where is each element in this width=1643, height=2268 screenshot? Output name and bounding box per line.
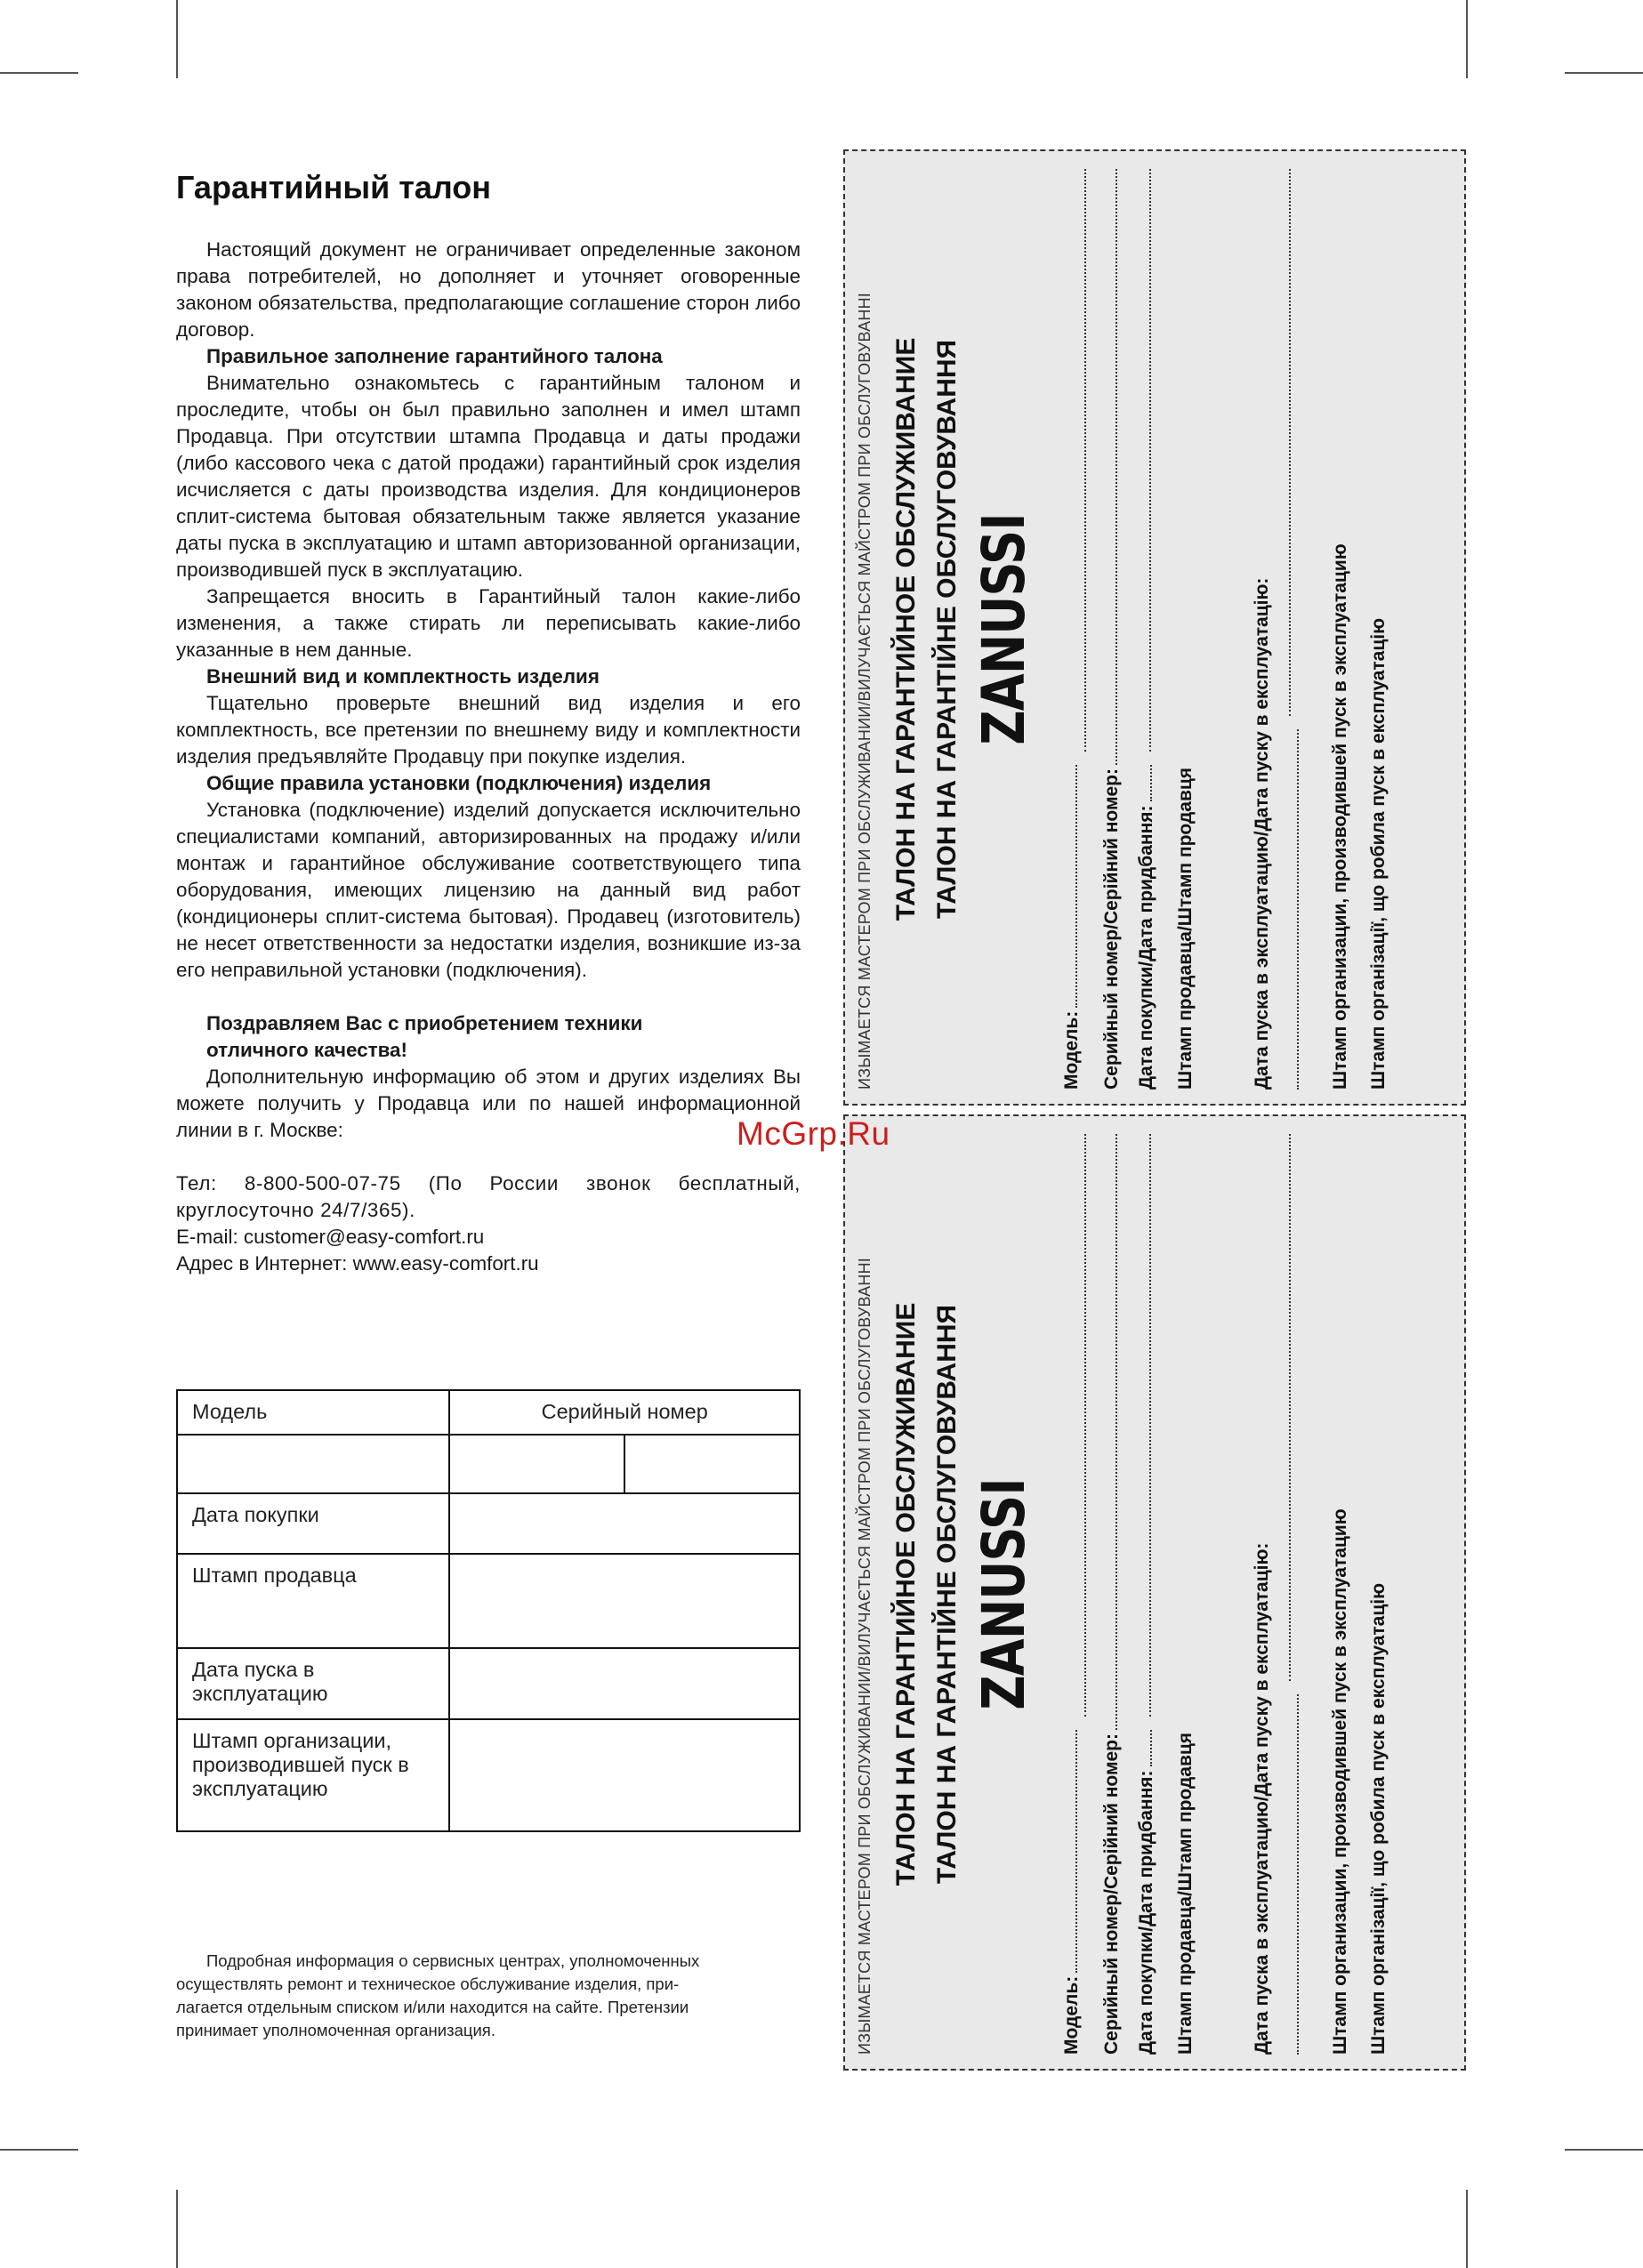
contact-web: Адрес в Интернет: www.easy-comfort.ru: [176, 1252, 539, 1275]
section-title: Общие правила установки (подключения) изделия: [206, 772, 712, 794]
brand-logo: ZANUSSI: [970, 1478, 1038, 1710]
coupon-title-ru: ТАЛОН НА ГАРАНТИЙНОЕ ОБСЛУЖИВАНИЕ: [891, 337, 921, 921]
warranty-text-column: [176, 169, 801, 1277]
cell-model-label: Модель: [177, 1390, 449, 1435]
cell-launch-date-value[interactable]: [449, 1648, 800, 1719]
cell-seller-stamp-label: Штамп продавца: [177, 1554, 449, 1648]
crop-mark: [176, 2190, 178, 2268]
cell-org-stamp-value[interactable]: [449, 1719, 800, 1831]
coupon-field-label: Дата покупки/Дата придбання:: [1136, 805, 1156, 1090]
coupon-field-serial[interactable]: [1101, 169, 1123, 1090]
section-paragraph: Внимательно ознакомьтесь с гарантийным талоном и проследите, чтобы он был правильно заполнен и имел штамп Продавца. При отсутствии штампа Продавца и даты продажи (либо кассового чека с датой продажи) гарантийный срок изделия исчисляется с даты производства изделия. Для кондиционеров сплит-система бытовая обязательным также является указание даты пуска в эксплуатацию и штамп авторизованной организации, производившей пуск в эксплуатацию.: [176, 372, 801, 581]
coupon-field-dots: [1083, 1134, 1086, 1717]
congrats-line: Поздравляем Вас с приобретением техники: [206, 1012, 643, 1034]
coupon-field-label: Штамп організації, що робила пуск в експлуатацію: [1368, 617, 1389, 1090]
coupon-field-dots: [1083, 169, 1086, 752]
coupon-field-label: Штамп організації, що робила пуск в експлуатацію: [1368, 1582, 1389, 2055]
coupon-field-org-ua[interactable]: [1368, 169, 1389, 1090]
crop-mark: [1565, 72, 1643, 74]
intro-paragraph: Настоящий документ не ограничивает определенные законом права потребителей, но дополняет и уточняет оговоренные законом обязательства, предполагающие соглашение сторон либо договор.: [176, 238, 801, 341]
section-paragraph: Тщательно проверьте внешний вид изделия и его комплектность, все претензии по внешнему виду и комплектности изделия предъявляйте Продавцу при покупке изделия.: [176, 692, 801, 768]
cell-purchase-date-value[interactable]: [449, 1493, 800, 1554]
crop-mark: [0, 2149, 78, 2151]
crop-mark: [0, 72, 78, 74]
coupon-field-serial[interactable]: [1101, 1134, 1123, 2055]
coupon-field-label: Штамп продавца/Штамп продавця: [1175, 767, 1196, 1090]
cell-serial-label: Серийный номер: [449, 1390, 800, 1435]
coupon-field-org-ua[interactable]: [1368, 1134, 1389, 2055]
footnote-line: Подробная информация о сервисных центрах, уполномоченных: [206, 1951, 700, 1970]
crop-mark: [1466, 0, 1468, 78]
coupon-title-ru: ТАЛОН НА ГАРАНТИЙНОЕ ОБСЛУЖИВАНИЕ: [891, 1302, 921, 1886]
footnote-line: принимает уполномоченная организация.: [176, 2021, 495, 2039]
footnote-line: осуществлять ремонт и техническое обслуживание изделия, при-: [176, 1974, 680, 1993]
coupon-field-label: Штамп организации, производившей пуск в эксплуатацию: [1330, 1508, 1350, 2055]
coupon-field-date[interactable]: [1136, 1730, 1157, 2055]
brand-logo: ZANUSSI: [970, 513, 1038, 745]
coupon-field-dots: [1287, 169, 1291, 716]
cell-model-value[interactable]: [177, 1435, 449, 1493]
coupon-field-launch[interactable]: [1252, 577, 1273, 1090]
coupon-field-dots: [1148, 169, 1151, 752]
crop-mark: [1565, 2149, 1643, 2151]
section-title: Внешний вид и комплектность изделия: [206, 665, 600, 688]
contact-email: E-mail: customer@easy-comfort.ru: [176, 1226, 485, 1248]
coupon-field-model[interactable]: [1061, 765, 1083, 1090]
info-paragraph: Дополнительную информацию об этом и других изделиях Вы можете получить у Продавца или по нашей информационной линии в г. Москве:: [176, 1066, 801, 1141]
coupon-field-label: Серийный номер/Серійний номер:: [1101, 1733, 1122, 2055]
crop-mark: [176, 0, 178, 78]
congrats-line: отличного качества!: [206, 1039, 407, 1061]
coupon-field-label: Серийный номер/Серійний номер:: [1101, 768, 1122, 1090]
footnote: [176, 1950, 801, 2042]
coupon-field-dots: [1295, 1694, 1299, 2055]
service-coupon[interactable]: [843, 149, 1466, 1106]
coupon-field-label: Дата пуска в эксплуатацию/Дата пуску в експлуатацію:: [1252, 1542, 1272, 2055]
coupon-detach-note: ИЗЫМАЕТСЯ МАСТЕРОМ ПРИ ОБСЛУЖИВАНИИ/ВИЛУЧАЄТЬСЯ МАЙСТРОМ ПРИ ОБСЛУГОВУВАННІ: [856, 1258, 874, 2055]
coupon-field-org-ru[interactable]: [1330, 169, 1351, 1090]
page-title: Гарантийный талон: [176, 169, 492, 205]
coupon-field-label: Штамп организации, производившей пуск в эксплуатацию: [1330, 543, 1350, 1090]
coupon-field-label: Штамп продавца/Штамп продавця: [1175, 1732, 1196, 2055]
service-coupon[interactable]: [843, 1114, 1466, 2071]
coupon-field-label: Дата пуска в эксплуатацию/Дата пуску в експлуатацію:: [1252, 577, 1272, 1090]
coupon-field-dots: [1287, 1134, 1291, 1681]
cell-purchase-date-label: Дата покупки: [177, 1493, 449, 1554]
coupon-title-ua: ТАЛОН НА ГАРАНТІЙНЕ ОБСЛУГОВУВАННЯ: [932, 1304, 962, 1885]
cell-launch-date-label: Дата пуска в эксплуатацию: [177, 1648, 449, 1719]
coupon-field-org-ru[interactable]: [1330, 1134, 1351, 2055]
cell-org-stamp-label: Штамп организации, производившей пуск в эксплуатацию: [177, 1719, 449, 1831]
footnote-line: лагается отдельным списком и/или находится на сайте. Претензии: [176, 1998, 689, 2016]
coupon-field-dots: [1295, 729, 1299, 1090]
coupon-detach-note: ИЗЫМАЕТСЯ МАСТЕРОМ ПРИ ОБСЛУЖИВАНИИ/ВИЛУЧАЄТЬСЯ МАЙСТРОМ ПРИ ОБСЛУГОВУВАННІ: [856, 293, 874, 1090]
coupon-field-date[interactable]: [1136, 765, 1157, 1090]
section-title: Правильное заполнение гарантийного талона: [206, 345, 663, 367]
crop-mark: [1466, 2190, 1468, 2268]
coupon-title-ua: ТАЛОН НА ГАРАНТІЙНЕ ОБСЛУГОВУВАННЯ: [932, 339, 962, 920]
coupon-field-label: Дата покупки/Дата придбання:: [1136, 1770, 1156, 2055]
coupon-field-label: Модель:: [1061, 1010, 1082, 1090]
cell-serial-value-2[interactable]: [624, 1435, 800, 1493]
section-paragraph: Запрещается вносить в Гарантийный талон какие-либо изменения, а также стирать ли переписывать какие-либо указанные в нем данные.: [176, 585, 801, 661]
cell-seller-stamp-value[interactable]: [449, 1554, 800, 1648]
watermark: McGrp.Ru: [737, 1115, 890, 1152]
coupon-field-stamp[interactable]: [1175, 1134, 1196, 2055]
coupon-field-model[interactable]: [1061, 1730, 1083, 2055]
coupon-field-stamp[interactable]: [1175, 169, 1196, 1090]
coupon-field-label: Модель:: [1061, 1975, 1082, 2055]
contact-phone: Тел: 8-800-500-07-75 (По России звонок бесплатный, круглосуточно 24/7/365).: [176, 1172, 801, 1221]
coupon-field-launch[interactable]: [1252, 1542, 1273, 2055]
warranty-table: [176, 1389, 801, 1832]
cell-serial-value-1[interactable]: [449, 1435, 624, 1493]
coupon-field-dots: [1148, 1134, 1151, 1717]
section-paragraph: Установка (подключение) изделий допускается исключительно специалистами компаний, авторизированных на продажу и/или монтаж и гарантийное обслуживание соответствующего типа оборудования, имеющих лицензию на данный вид работ (кондиционеры сплит-система бытовая). Продавец (изготовитель) не несет ответственности за недостатки изделия, возникшие из-за его неправильной установки (подключения).: [176, 799, 801, 981]
